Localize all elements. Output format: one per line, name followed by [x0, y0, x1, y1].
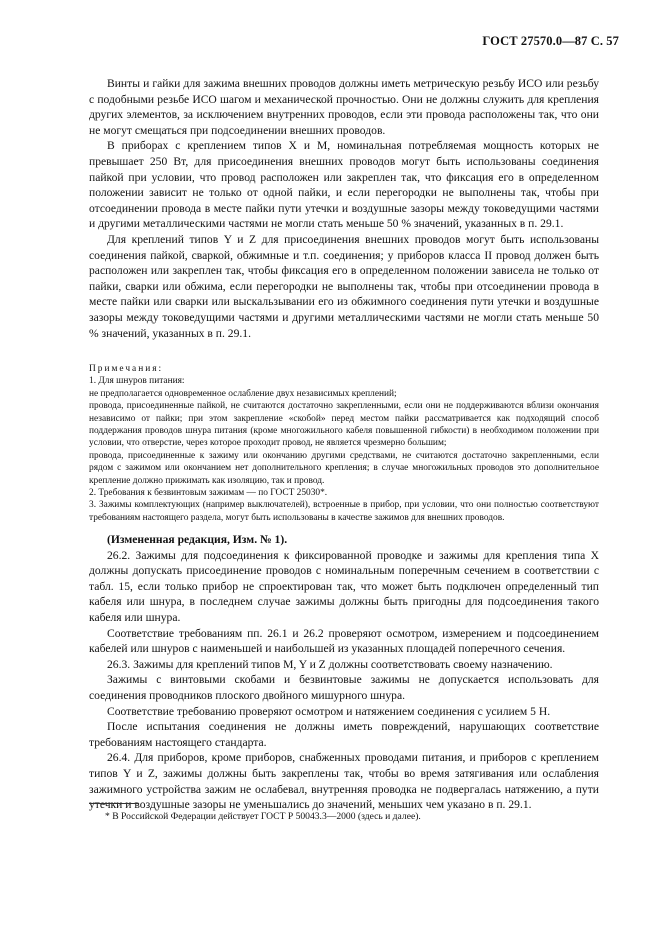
paragraph: В приборах с креплением типов X и M, номинальная потребляемая мощность которых не превышает 250 Вт, для присоединения внешних проводов могут быть использованы соединения пайкой при условии, что провод расположен или закреплен так, что фиксация его в определенном положении зависит не только от одной пайки, и если перегородки не выполнены так, чтобы при отсоединении провода в месте пайки пути утечки и воздушные зазоры между токоведущими частями и другими металлическими частями не могли стать меньше 50 % значений, указанных в п. 29.1.: [89, 139, 599, 231]
paragraph: 26.2. Зажимы для подсоединения к фиксированной проводке и зажимы для крепления типа X должны допускать присоединение проводов с номинальным поперечным сечением в соответствии с табл. 15, если только прибор не спроектирован так, что может быть подключен определенный тип кабеля или шнура, в последнем случае зажимы должны быть пригодны для подсоединения такого кабеля или шнура.: [89, 548, 599, 624]
paragraph: Винты и гайки для зажима внешних проводов должны иметь метрическую резьбу ИСО или резьбу с подобными резьбе ИСО шагом и механической прочностью. Они не должны служить для крепления других элементов, за исключением внутренних проводов, если эти провода расположены так, что они не могут смещаться при подсоединении внешних проводов.: [89, 77, 599, 137]
paragraph: Зажимы с винтовыми скобами и безвинтовые зажимы не допускается использовать для соединения проводников плоского двойного мишурного шнура.: [89, 673, 599, 702]
notes-heading: Примечания:: [89, 364, 164, 374]
note-item: 3. Зажимы комплектующих (например выключателей), встроенные в прибор, при условии, что они полностью соответствуют требованиям настоящего раздела, могут быть использованы в качестве зажимов для внешних проводов.: [89, 500, 599, 523]
notes-block: [89, 363, 599, 524]
text-block-2: [89, 532, 599, 813]
paragraph: Соответствие требованию проверяют осмотром и натяжением соединения с усилием 5 Н.: [107, 704, 551, 718]
note-item: 2. Требования к безвинтовым зажимам — по ГОСТ 25030*.: [89, 488, 328, 499]
paragraph: Для креплений типов Y и Z для присоединения внешних проводов могут быть использованы соединения пайкой, сваркой, обжимные и т.п. соединения; у приборов класса II провод должен быть расположен или закреплен так, чтобы фиксация его в определенном положении зависела не только от пайки, сварки или обжима, если перегородки не выполнены так, чтобы при отсоединении провода в месте пайки или сварки или выскальзывании его из обжимного соединения пути утечки и воздушные зазоры между токоведущими частями и другими металлическими частями не могли стать меньше 50 % значений, указанных в п. 29.1.: [89, 232, 599, 340]
paragraph: 26.4. Для приборов, кроме приборов, снабженных проводами питания, и приборов с креплением типов Y и Z, зажимы должны быть закреплены так, чтобы во время затягивания или ослабления зажимного устройства зажим не ослабевал, внутренняя проводка не подвергалась натяжению, а пути утечки и воздушные зазоры не уменьшались до значений, меньших чем указано в п. 29.1.: [89, 751, 599, 812]
paragraph: После испытания соединения не должны иметь повреждений, нарушающих соответствие требованиям настоящего стандарта.: [89, 720, 599, 749]
footnote-separator: [89, 803, 139, 804]
paragraph: 26.3. Зажимы для креплений типов M, Y и Z должны соответствовать своему назначению.: [107, 657, 553, 671]
edition-note: (Измененная редакция, Изм. № 1).: [107, 533, 288, 546]
note-item: 1. Для шнуров питания:: [89, 376, 185, 387]
text-block-1: [89, 76, 599, 341]
paragraph: Соответствие требованиям пп. 26.1 и 26.2 проверяют осмотром, измерением и подсоединением кабелей или шнуров с наименьшей и наибольшей из указанных площадей поперечного сечения.: [89, 626, 599, 656]
footnote: * В Российской Федерации действует ГОСТ Р 50043.3—2000 (здесь и далее).: [105, 811, 421, 822]
page-header: ГОСТ 27570.0—87 С. 57: [482, 34, 619, 48]
note-item: провода, присоединенные пайкой, не считаются достаточно закрепленными, если они не поддерживаются вблизи окончания независимо от пайки; при этом закрепление «скобой» перед местом пайки рассматривается как подходящий способ поддержания проводов шнура питания (кроме многожильного кабеля повышенной гибкости) в необходимом положении при условии, что отверстие, через которое проходит провод, не является чрезмерно большим;: [89, 401, 599, 449]
note-item: провода, присоединенные к зажиму или окончанию другими средствами, не считаются достаточно закрепленными, если рядом с зажимом или окончанием нет дополнительного крепления; в случае многожильных проводов это дополнительное крепление должно прижимать как изоляцию, так и провод.: [89, 450, 599, 486]
note-item: не предполагается одновременное ослабление двух независимых креплений;: [89, 388, 397, 399]
